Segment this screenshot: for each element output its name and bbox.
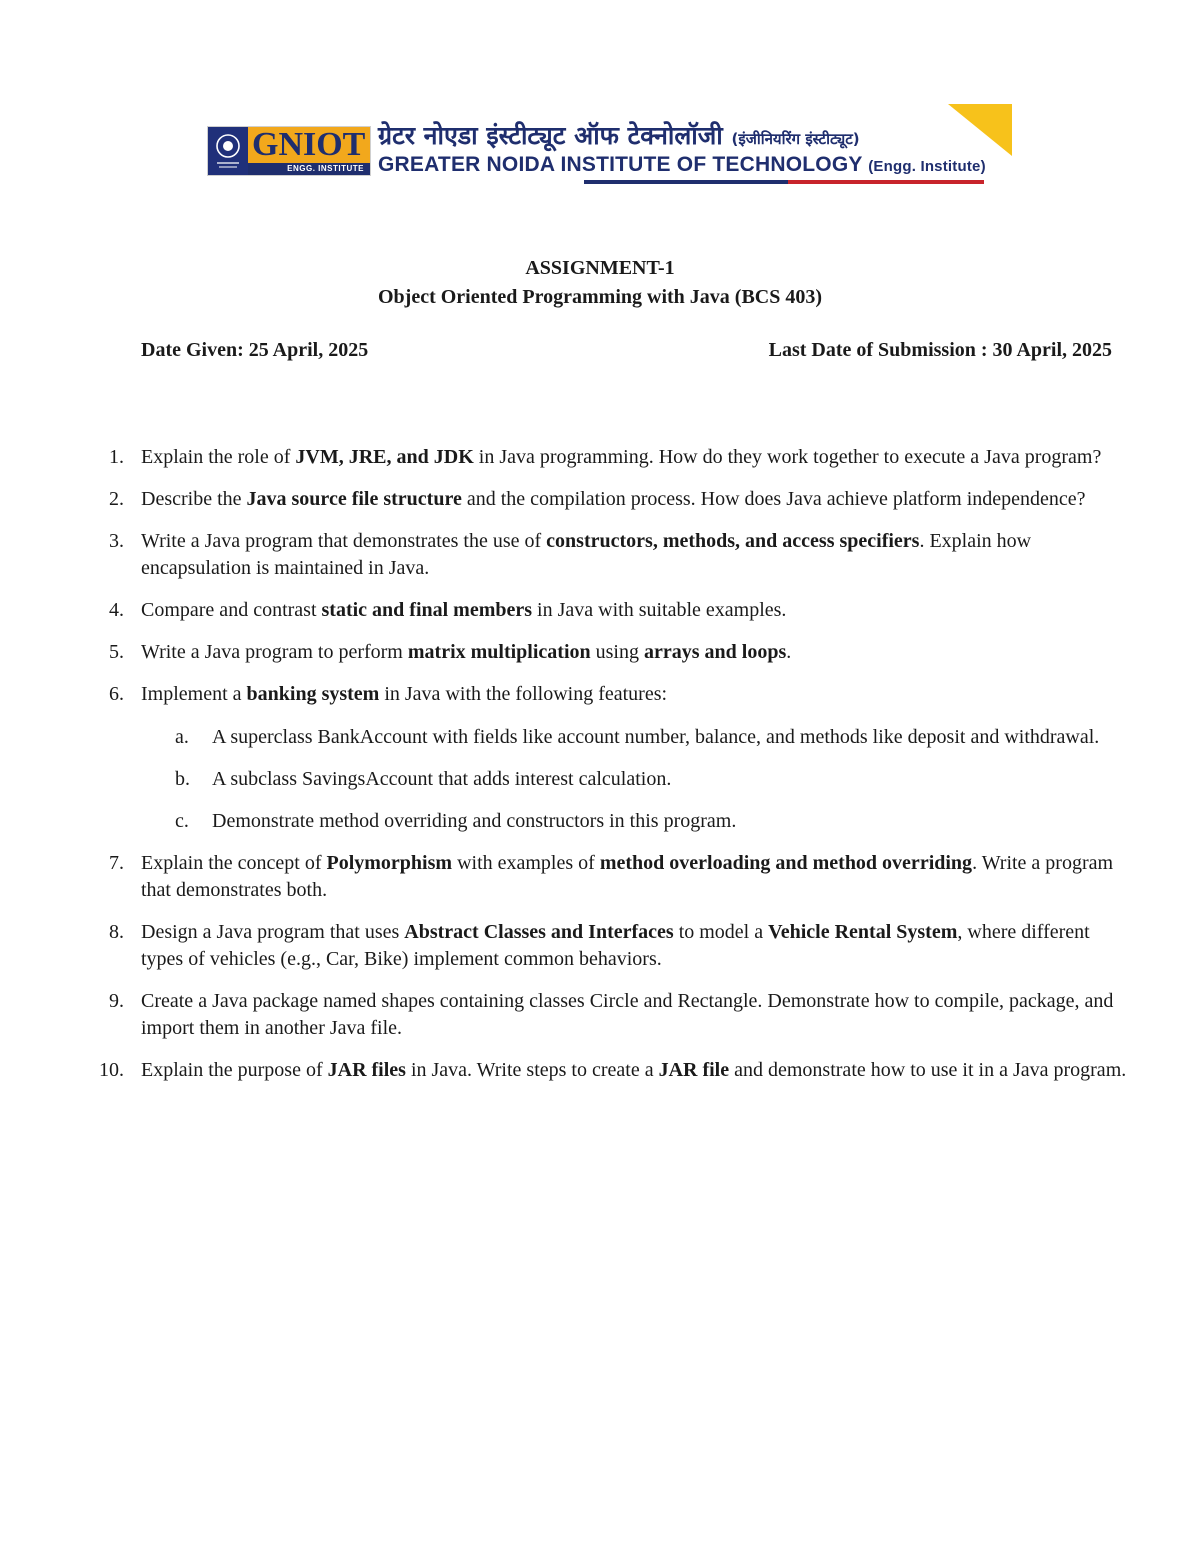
corner-triangle-icon — [948, 104, 1012, 156]
question-text-part: Write a Java program that demonstrates the use of — [141, 530, 547, 552]
question-text — [141, 1057, 1130, 1084]
question-number: 6. — [109, 683, 124, 705]
question-text-part: Explain the purpose of — [141, 1059, 328, 1081]
question-keyword: matrix multiplication — [407, 641, 591, 663]
sub-question-letter: b. — [175, 768, 190, 790]
question-item — [0, 528, 1200, 582]
question-text-part: Describe the — [141, 488, 247, 510]
sub-question-text: A subclass SavingsAccount that adds interest calculation. — [212, 768, 672, 790]
sub-question-letter: a. — [175, 726, 189, 748]
question-item — [0, 1057, 1200, 1084]
question-text-part: with examples of — [452, 852, 600, 874]
question-number: 8. — [109, 921, 124, 943]
question-number: 2. — [109, 488, 124, 510]
question-text-part: in Java. Write steps to create a — [405, 1059, 659, 1081]
question-number: 3. — [109, 530, 124, 552]
hindi-name-main: ग्रेटर नोएडा इंस्टीट्यूट ऑफ टेक्नोलॉजी — [378, 121, 723, 150]
question-keyword: banking system — [246, 683, 380, 705]
english-name-main: GREATER NOIDA INSTITUTE OF TECHNOLOGY — [378, 153, 863, 176]
submission-deadline: Last Date of Submission : 30 April, 2025 — [768, 339, 1112, 361]
question-number: 5. — [109, 641, 124, 663]
logo-text: GNIOT — [252, 126, 366, 163]
logo-tagline: ENGG. INSTITUTE — [248, 163, 370, 175]
question-number: 9. — [109, 990, 124, 1012]
question-keyword: Abstract Classes and Interfaces — [404, 921, 674, 943]
question-text-part: Explain the concept of — [141, 852, 327, 874]
question-item — [0, 639, 1200, 666]
question-keyword: constructors, methods, and access specifiers — [546, 530, 920, 552]
question-number: 10. — [99, 1059, 124, 1081]
question-text-part: Design a Java program that uses — [141, 921, 405, 943]
question-list — [0, 444, 1200, 1099]
question-keyword: JAR files — [327, 1059, 406, 1081]
question-item — [0, 486, 1200, 513]
assignment-title: ASSIGNMENT-1 — [525, 257, 675, 279]
question-keyword: JAR file — [658, 1059, 730, 1081]
question-number: 1. — [109, 446, 124, 468]
question-keyword: Java source file structure — [246, 488, 462, 510]
question-text-part: and the compilation process. How does Java achieve platform independence? — [461, 488, 1086, 510]
sub-question-item — [141, 724, 1130, 751]
seal-icon — [208, 127, 248, 175]
question-item — [0, 919, 1200, 973]
sub-question-item — [141, 766, 1130, 793]
sub-question-letter: c. — [175, 810, 189, 832]
institute-name-hindi — [378, 120, 860, 155]
question-number: 4. — [109, 599, 124, 621]
question-keyword: method overloading and method overriding — [599, 852, 973, 874]
question-item — [0, 444, 1200, 471]
header-stripe-blue — [584, 180, 788, 184]
question-text — [141, 528, 1130, 582]
question-text — [141, 988, 1130, 1042]
sub-question-item — [141, 808, 1130, 835]
question-text-part: . Write a program that demonstrates both. — [141, 852, 1114, 901]
question-text-part: Implement a — [141, 683, 247, 705]
question-text-part: . — [786, 641, 792, 663]
gniot-logo — [207, 126, 371, 176]
question-text — [141, 850, 1130, 904]
english-name-sub: (Engg. Institute) — [868, 158, 986, 175]
question-text-part: and demonstrate how to use it in a Java program. — [729, 1059, 1127, 1081]
question-text-part: using — [590, 641, 644, 663]
course-title: Object Oriented Programming with Java (BCS 403) — [377, 286, 823, 308]
sub-question-text: Demonstrate method overriding and constructors in this program. — [212, 810, 737, 832]
question-item — [0, 681, 1200, 835]
question-text-part: . Explain how encapsulation is maintained in Java. — [141, 530, 1032, 579]
question-text-part: Write a Java program to perform — [141, 641, 408, 663]
question-item — [0, 850, 1200, 904]
question-text — [141, 444, 1130, 471]
logo-wordmark — [248, 127, 370, 163]
question-keyword: static and final members — [321, 599, 533, 621]
question-text — [141, 919, 1130, 973]
question-keyword: JVM, JRE, and JDK — [295, 446, 474, 468]
question-text-part: in Java with suitable examples. — [532, 599, 787, 621]
question-text-part: Explain the role of — [141, 446, 296, 468]
question-item — [0, 988, 1200, 1042]
question-item — [0, 597, 1200, 624]
question-text — [141, 597, 1130, 624]
question-text-part: , where different types of vehicles (e.g., Car, Bike) implement common behaviors. — [141, 921, 1090, 970]
question-text-part: in Java programming. How do they work together to execute a Java program? — [473, 446, 1102, 468]
hindi-name-sub: (इंजीनियरिंग इंस्टीट्यूट) — [731, 130, 860, 148]
question-text-part: in Java with the following features: — [379, 683, 668, 705]
institute-header — [206, 104, 1012, 190]
question-text-part: Create a Java package named shapes containing classes Circle and Rectangle. Demonstrate how to compile, package, and import them in another Java file. — [141, 990, 1114, 1039]
question-keyword: Polymorphism — [326, 852, 453, 874]
question-keyword: Vehicle Rental System — [768, 921, 958, 943]
question-text-part: to model a — [673, 921, 769, 943]
question-text — [141, 639, 1130, 666]
question-number: 7. — [109, 852, 124, 874]
institute-name-english — [378, 152, 986, 180]
sub-question-list — [141, 724, 1130, 835]
question-text — [141, 486, 1130, 513]
question-text-part: Compare and contrast — [141, 599, 322, 621]
sub-question-text: A superclass BankAccount with fields like account number, balance, and methods like deposit and withdrawal. — [212, 726, 1100, 748]
question-text — [141, 681, 1130, 708]
header-stripe-red — [788, 180, 984, 184]
date-given: Date Given: 25 April, 2025 — [141, 339, 369, 361]
question-keyword: arrays and loops — [643, 641, 787, 663]
